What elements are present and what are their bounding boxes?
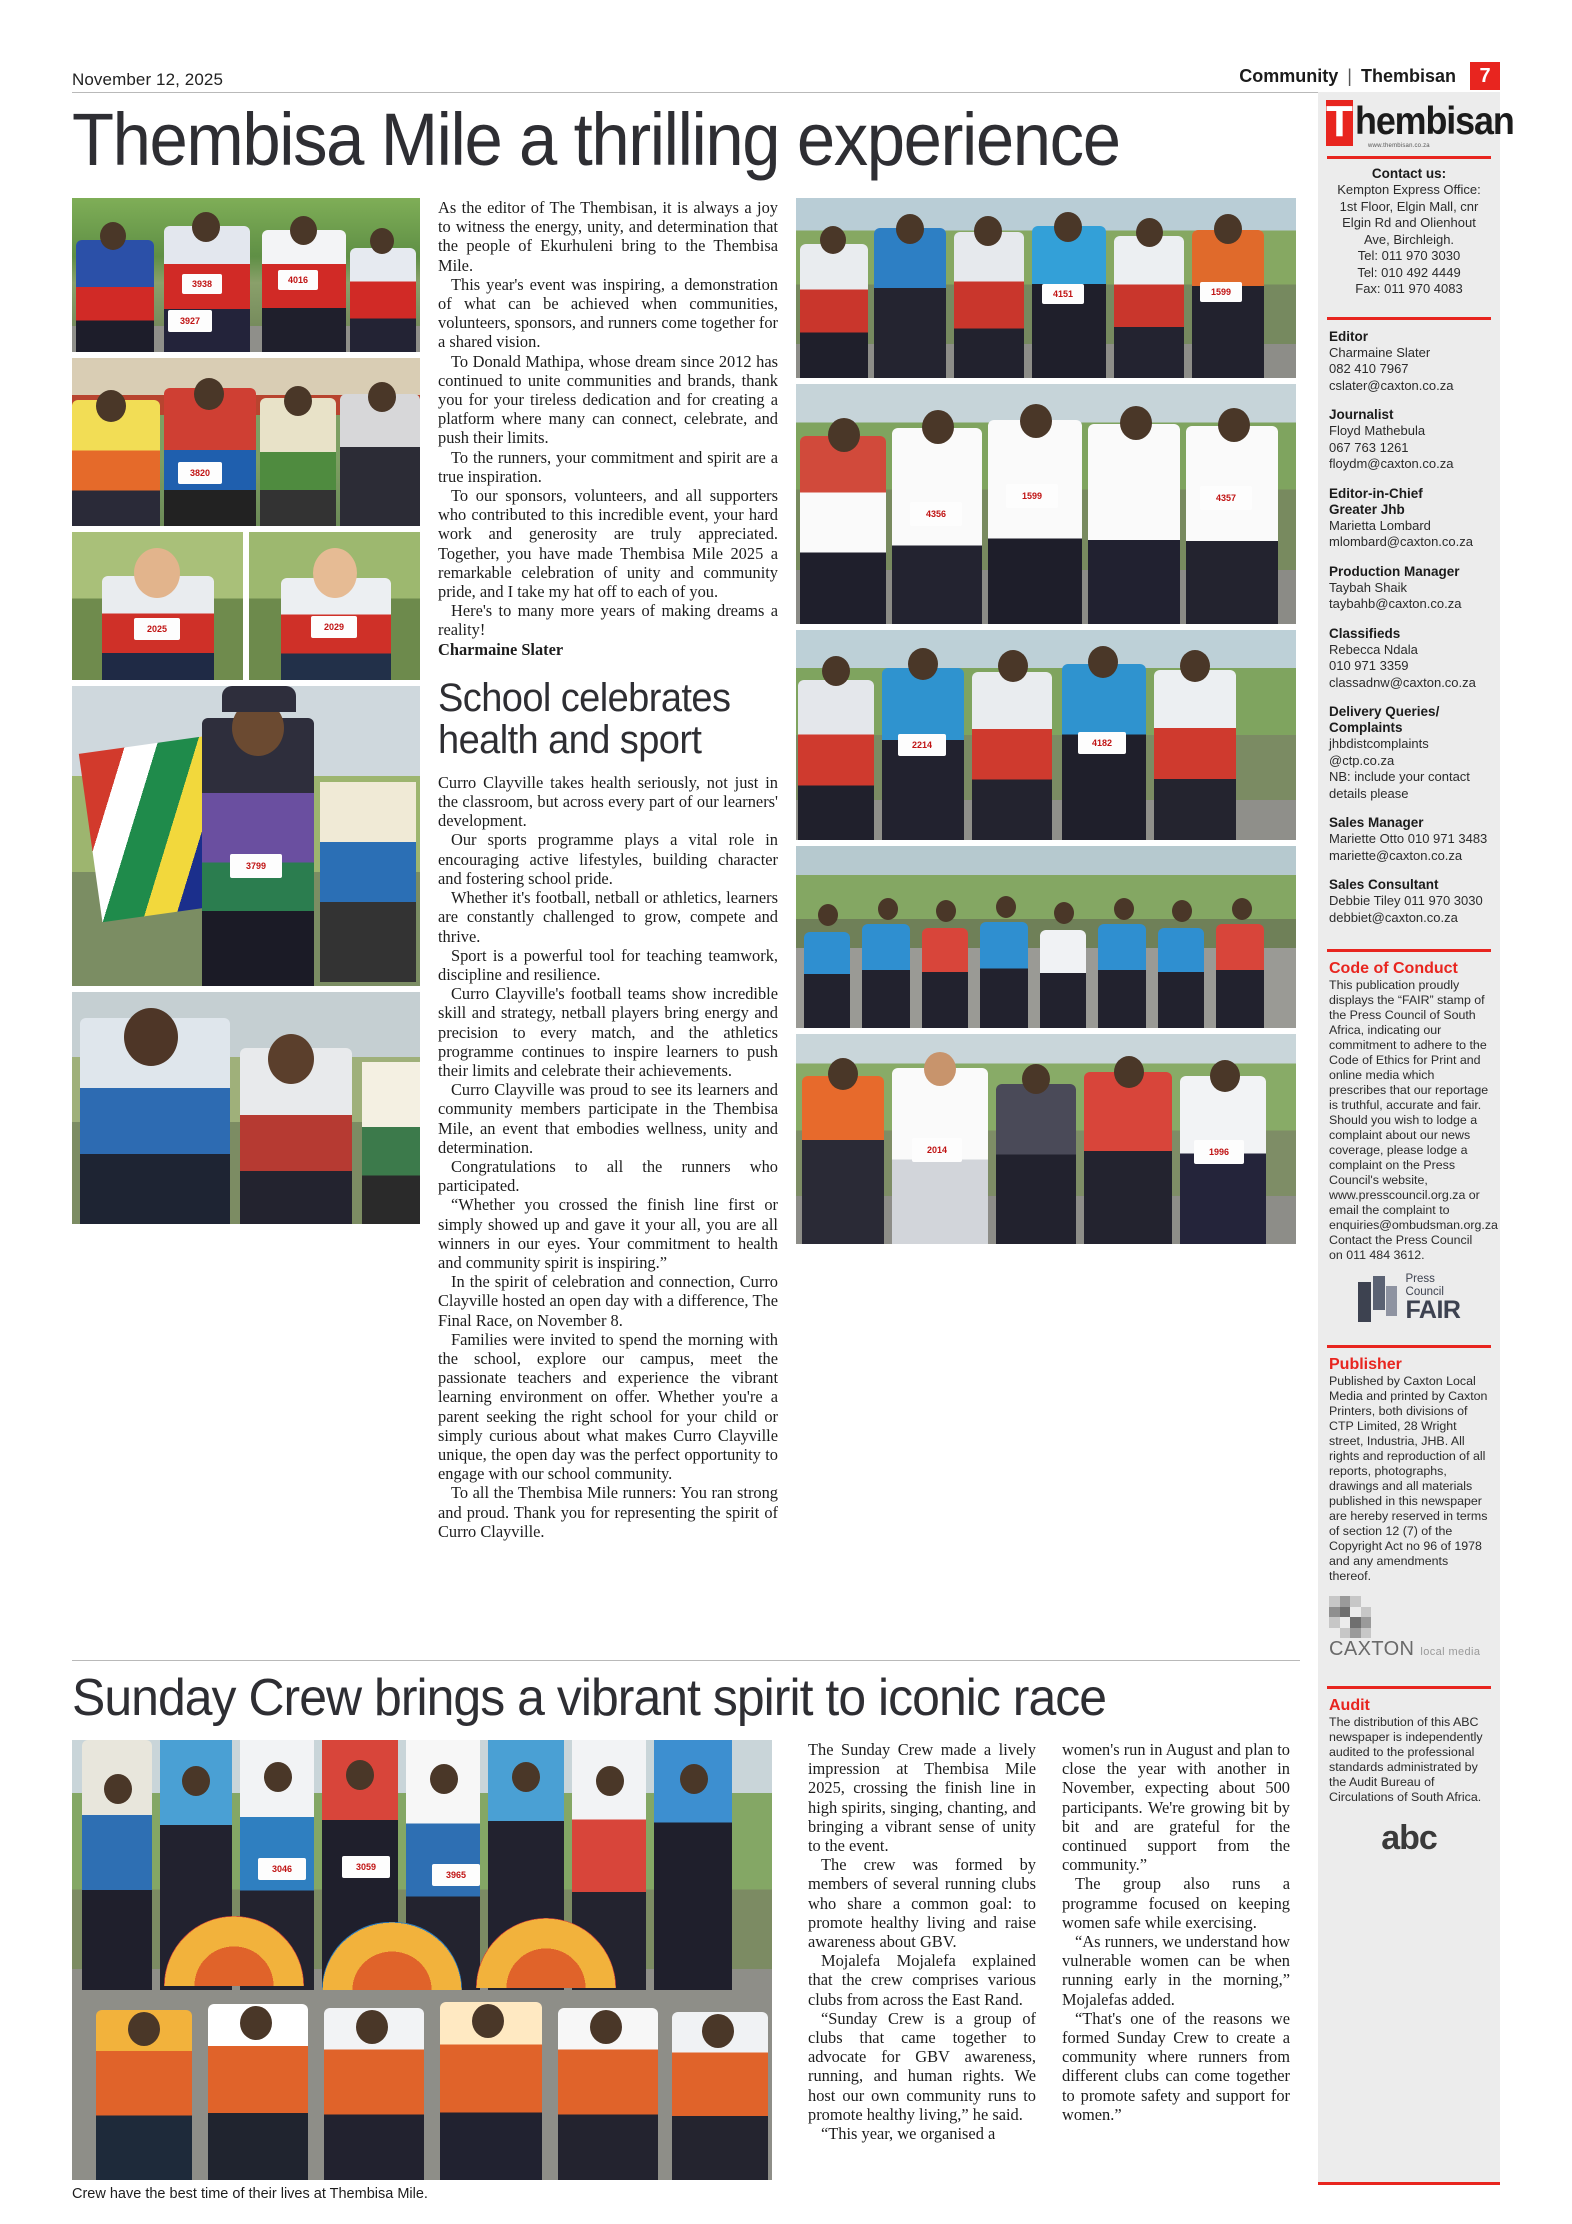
staff-name: Debbie Tiley 011 970 3030 xyxy=(1329,893,1483,908)
sunday-crew-column-2 xyxy=(1062,1740,1290,2124)
masthead-sidebar xyxy=(1318,92,1514,2182)
staff-role: Classifieds xyxy=(1329,625,1401,641)
race-bib: 3046 xyxy=(258,1858,306,1880)
race-bib: 4356 xyxy=(910,502,962,526)
caxton-icon xyxy=(1329,1596,1371,1638)
staff-entry xyxy=(1329,329,1489,395)
paragraph: To Donald Mathipa, whose dream since 2012 has continued to unite communities and brands, thank you for your tireless dedication and for creating a platform where many can connect, celebrate, and push their limits. xyxy=(438,351,778,448)
school-article-headline: School celebrates health and sport xyxy=(438,675,731,762)
divider-red xyxy=(1327,1686,1491,1689)
staff-entry xyxy=(1329,407,1489,473)
paragraph: “Sunday Crew is a group of clubs that came together to advocate for GBV awareness, running, and human rights. We host our own community runs to promote healthy living,” he said. xyxy=(808,2008,1036,2124)
bottom-headline: Sunday Crew brings a vibrant spirit to iconic race xyxy=(72,1669,1107,1727)
photo-group-runners-1 xyxy=(796,198,1296,378)
race-bib: 1599 xyxy=(1006,484,1058,508)
logo-letter-t: T xyxy=(1326,97,1353,146)
staff-email[interactable]: mariette@caxton.co.za xyxy=(1329,847,1463,863)
staff-role: Editor-in-Chief Greater Jhb xyxy=(1329,485,1423,517)
audit-block xyxy=(1318,1696,1500,1870)
race-bib: 3059 xyxy=(342,1856,390,1878)
staff-role: Sales Consultant xyxy=(1329,877,1439,892)
contact-fax: Fax: 011 970 4083 xyxy=(1355,281,1463,296)
photo-spectator xyxy=(72,992,420,1224)
photo-group-runners-3 xyxy=(796,630,1296,840)
paragraph: As the editor of The Thembisan, it is always a joy to witness the energy, unity, and determination that the people of Ekurhuleni bring to the Thembisa Mile. xyxy=(438,198,778,275)
staff-name: Floyd Mathebula xyxy=(1329,423,1426,438)
press-council-icon xyxy=(1358,1276,1398,1322)
paragraph: “This year, we organised a xyxy=(821,2124,996,2144)
center-text-column xyxy=(438,198,778,1541)
editorial-body xyxy=(438,198,778,659)
logo-url[interactable]: www.thembisan.co.za xyxy=(1368,143,1430,149)
paragraph: The group also runs a programme focused on keeping women safe while exercising. xyxy=(1062,1874,1290,1932)
code-of-conduct-body: This publication proudly displays the “FAIR” stamp of the Press Council of South Africa, indicating our commitment to adhere to the Code of Ethics for Print and online media which prescribes that our reportage is truthful, accurate and fair. Should you wish to lodge a complaint about our news coverage, please lodge a complaint on the Press Council's website, www.presscouncil.org.za or email the complaint to enquiries@ombudsman.org.za Contact the Press Council on 011 484 3612. xyxy=(1329,978,1498,1262)
code-of-conduct-block xyxy=(1318,959,1500,1338)
photo-athlete-female xyxy=(249,532,420,680)
staff-name: Rebecca Ndala xyxy=(1329,641,1418,657)
staff-name: Mariette Otto 010 971 3483 xyxy=(1329,831,1488,846)
contact-phone[interactable]: Tel: 010 492 4449 xyxy=(1357,264,1461,280)
paragraph: Here's to many more years of making dreams a reality! xyxy=(438,601,778,640)
photo-race-pack xyxy=(796,846,1296,1028)
contact-line: Ave, Birchleigh. xyxy=(1363,231,1455,247)
press-council-fair-logo xyxy=(1329,1273,1489,1322)
race-bib: 3820 xyxy=(178,462,222,484)
staff-phone[interactable]: 082 410 7967 xyxy=(1329,361,1409,376)
staff-email[interactable]: mlombard@caxton.co.za xyxy=(1329,534,1473,549)
sidebar-bottom-divider xyxy=(1318,2182,1500,2185)
publisher-title: Publisher xyxy=(1329,1356,1402,1373)
staff-entry xyxy=(1329,486,1489,551)
logo-wordmark: hembisan xyxy=(1354,100,1514,143)
press-council-line1: Press xyxy=(1405,1273,1435,1285)
staff-entry xyxy=(1329,704,1489,802)
staff-email[interactable]: classadnw@caxton.co.za xyxy=(1329,674,1476,690)
right-photo-column xyxy=(796,198,1296,1244)
audit-title: Audit xyxy=(1329,1697,1370,1714)
race-bib: 4016 xyxy=(278,270,318,290)
staff-name: Marietta Lombard xyxy=(1329,517,1431,533)
photo-supporters-group xyxy=(72,358,420,526)
publisher-body: Published by Caxton Local Media and printed by Caxton Printers, both divisions of CTP Limited, 28 Wright street, Industria, JHB. All rights and reproduction of all reports, photographs, drawings and all materials published in this newspaper are hereby reserved in terms of section 12 (7) of the Copyright Act no 96 of 1978 and any amendments thereof. xyxy=(1329,1374,1488,1583)
paragraph: “Whether you crossed the finish line first or simply showed up and gave it your all, you are all winners in our eyes. Your commitment to health and community spirit is inspiring.” xyxy=(438,1195,778,1272)
staff-name: Taybah Shaik xyxy=(1329,579,1408,595)
race-bib: 1599 xyxy=(1200,282,1242,302)
press-council-line2: Council xyxy=(1405,1285,1444,1298)
paragraph: This year's event was inspiring, a demonstration of what can be achieved when communities, volunteers, sponsors, and runners come together for a shared vision. xyxy=(438,274,778,352)
paragraph: “As runners, we understand how vulnerable women can be when running early in the morning,” Mojalefas added. xyxy=(1062,1932,1290,2009)
staff-note: NB: include your contact xyxy=(1329,769,1470,784)
contact-heading: Contact us: xyxy=(1371,166,1447,181)
staff-email[interactable]: jhbdistcomplaints xyxy=(1329,736,1429,751)
paragraph: Congratulations to all the runners who participated. xyxy=(438,1156,778,1196)
contact-line: Elgin Rd and Olienhout xyxy=(1342,215,1476,230)
page-header xyxy=(72,56,1500,90)
photo-flag-runner xyxy=(72,686,420,986)
staff-email[interactable]: debbiet@caxton.co.za xyxy=(1329,909,1458,925)
contact-phone[interactable]: Tel: 011 970 3030 xyxy=(1357,248,1461,263)
caxton-name: CAXTON xyxy=(1329,1638,1415,1660)
photo-athlete-male xyxy=(72,532,243,680)
paragraph: Our sports programme plays a vital role in encouraging active lifestyles, building character and fostering school pride. xyxy=(438,830,778,888)
race-bib: 4357 xyxy=(1200,486,1252,510)
staff-directory xyxy=(1318,327,1500,943)
abc-wordmark: abc xyxy=(1381,1819,1437,1857)
staff-entry xyxy=(1329,815,1489,864)
photo-group-runners-2 xyxy=(796,384,1296,624)
publisher-block xyxy=(1318,1355,1500,1679)
publication-name: Thembisan xyxy=(1360,65,1456,86)
section-tag xyxy=(1239,62,1500,90)
staff-role: Editor xyxy=(1329,328,1368,344)
photo-walkers-group xyxy=(796,1034,1296,1244)
paragraph: In the spirit of celebration and connection, Curro Clayville hosted an open day with a difference, The Final Race, on November 8. xyxy=(438,1272,778,1330)
staff-phone[interactable]: 010 971 3359 xyxy=(1329,658,1409,673)
photo-sunday-crew xyxy=(72,1740,772,2180)
race-bib: 3938 xyxy=(182,274,222,294)
paragraph: Sport is a powerful tool for teaching teamwork, discipline and resilience. xyxy=(438,945,778,984)
paragraph: Families were invited to spend the morning with the school, explore our campus, meet the passionate teachers and experience the vibrant learning environment on offer. Whether you're a parent seeking the right school for your child or simply curious about what makes Curro Clayville unique, the open day was the perfect opportunity to engage with our school community. xyxy=(438,1329,778,1484)
staff-note: details please xyxy=(1329,785,1409,801)
main-headline: Thembisa Mile a thrilling experience xyxy=(72,98,1120,181)
caxton-sub: local media xyxy=(1420,1646,1481,1658)
photo-caption: Crew have the best time of their lives at Thembisa Mile. xyxy=(72,2186,428,2202)
fair-word: FAIR xyxy=(1405,1296,1461,1324)
paragraph: “That's one of the reasons we formed Sunday Crew to create a community where runners from different clubs can come together to promote safety and support for women.” xyxy=(1062,2008,1290,2124)
race-bib: 3927 xyxy=(168,310,212,332)
divider-red xyxy=(1327,949,1491,952)
paragraph: women's run in August and plan to close the year with another in November, expecting about 500 participants. We're growing bit by bit and are grateful for the continued support from the community.” xyxy=(1062,1740,1290,1875)
contact-line: 1st Floor, Elgin Mall, cnr xyxy=(1339,198,1479,214)
race-bib: 2025 xyxy=(134,618,180,640)
race-bib: 2214 xyxy=(898,734,946,756)
paragraph: To all the Thembisa Mile runners: You ran strong and proud. Thank you for representing the spirit of Curro Clayville. xyxy=(438,1483,778,1541)
photo-runners-finish xyxy=(72,198,420,352)
staff-email[interactable]: floydm@caxton.co.za xyxy=(1329,456,1454,471)
paragraph: The Sunday Crew made a lively impression at Thembisa Mile 2025, crossing the finish line in high spirits, singing, chanting, and bringing a vibrant sense of unity to the event. xyxy=(808,1740,1036,1856)
staff-role: Journalist xyxy=(1329,407,1394,422)
paragraph: Whether it's football, netball or athletics, learners are constantly challenged to grow, compete and thrive. xyxy=(438,888,778,946)
paragraph: Mojalefa Mojalefa explained that the crew comprises various clubs from across the East Rand. xyxy=(808,1951,1036,2009)
caxton-logo xyxy=(1329,1596,1489,1661)
staff-name: Charmaine Slater xyxy=(1329,344,1431,360)
contact-block xyxy=(1318,166,1500,310)
race-bib: 4182 xyxy=(1078,732,1126,754)
abc-logo xyxy=(1329,1819,1489,1858)
thembisan-logo xyxy=(1318,92,1514,148)
race-bib: 2029 xyxy=(311,616,357,638)
divider-red xyxy=(1327,156,1491,159)
paragraph: To the runners, your commitment and spirit are a true inspiration. xyxy=(438,447,778,486)
school-article-body xyxy=(438,773,778,1541)
staff-entry xyxy=(1329,626,1489,692)
editorial-byline: Charmaine Slater xyxy=(438,639,564,659)
section-name: Community xyxy=(1239,65,1339,86)
left-photo-column xyxy=(72,198,420,1224)
caxton-wordmark xyxy=(1329,1638,1489,1661)
race-bib: 4151 xyxy=(1042,284,1084,304)
race-bib: 2014 xyxy=(912,1138,962,1162)
divider-red xyxy=(1327,317,1491,320)
race-bib: 3799 xyxy=(230,854,282,878)
paragraph: Curro Clayville was proud to see its learners and community members participate in the Thembisa Mile, an event that embodies wellness, unity and determination. xyxy=(438,1080,778,1157)
staff-email-domain[interactable]: @ctp.co.za xyxy=(1329,752,1395,768)
staff-role: Delivery Queries/ Complaints xyxy=(1329,704,1440,735)
paragraph: Curro Clayville's football teams show incredible skill and strategy, netball players bring energy and precision to every match, and the athletics programme continues to inspire learners to push their limits and celebrate their achievements. xyxy=(438,984,778,1080)
staff-role: Sales Manager xyxy=(1329,815,1424,830)
paragraph: The crew was formed by members of several running clubs who share a common goal: to promote healthy living and raise awareness about GBV. xyxy=(808,1855,1036,1952)
paragraph: To our sponsors, volunteers, and all supporters who contributed to this incredible event, your hard work and generosity are truly appreciated. Together, you have made Thembisa Mile 2025 a remarkable celebration of unity and community pride, and I take my hat off to each of you. xyxy=(438,486,778,602)
page-number-badge: 7 xyxy=(1470,62,1500,90)
sunday-crew-column-1 xyxy=(808,1740,1036,2143)
staff-role: Production Manager xyxy=(1329,563,1460,579)
staff-email[interactable]: cslater@caxton.co.za xyxy=(1329,377,1454,393)
paragraph: Curro Clayville takes health seriously, not just in the classroom, but across every part of our learners' development. xyxy=(438,772,778,831)
race-bib: 1996 xyxy=(1194,1140,1244,1164)
section-separator: | xyxy=(1347,65,1352,86)
dateline: November 12, 2025 xyxy=(72,70,224,89)
photo-pair-athletes xyxy=(72,532,420,680)
staff-entry xyxy=(1329,877,1489,926)
header-divider xyxy=(72,92,1500,93)
staff-email[interactable]: taybahb@caxton.co.za xyxy=(1329,596,1462,611)
bottom-divider xyxy=(72,1660,1300,1661)
divider-red xyxy=(1327,1345,1491,1348)
contact-line: Kempton Express Office: xyxy=(1337,182,1481,197)
code-of-conduct-title: Code of Conduct xyxy=(1329,960,1458,977)
staff-phone[interactable]: 067 763 1261 xyxy=(1329,439,1409,455)
race-bib: 3965 xyxy=(432,1864,480,1886)
audit-body: The distribution of this ABC newspaper is independently audited to the professional standards administrated by the Audit Bureau of Circulations of South Africa. xyxy=(1329,1715,1483,1804)
staff-entry xyxy=(1329,564,1489,613)
